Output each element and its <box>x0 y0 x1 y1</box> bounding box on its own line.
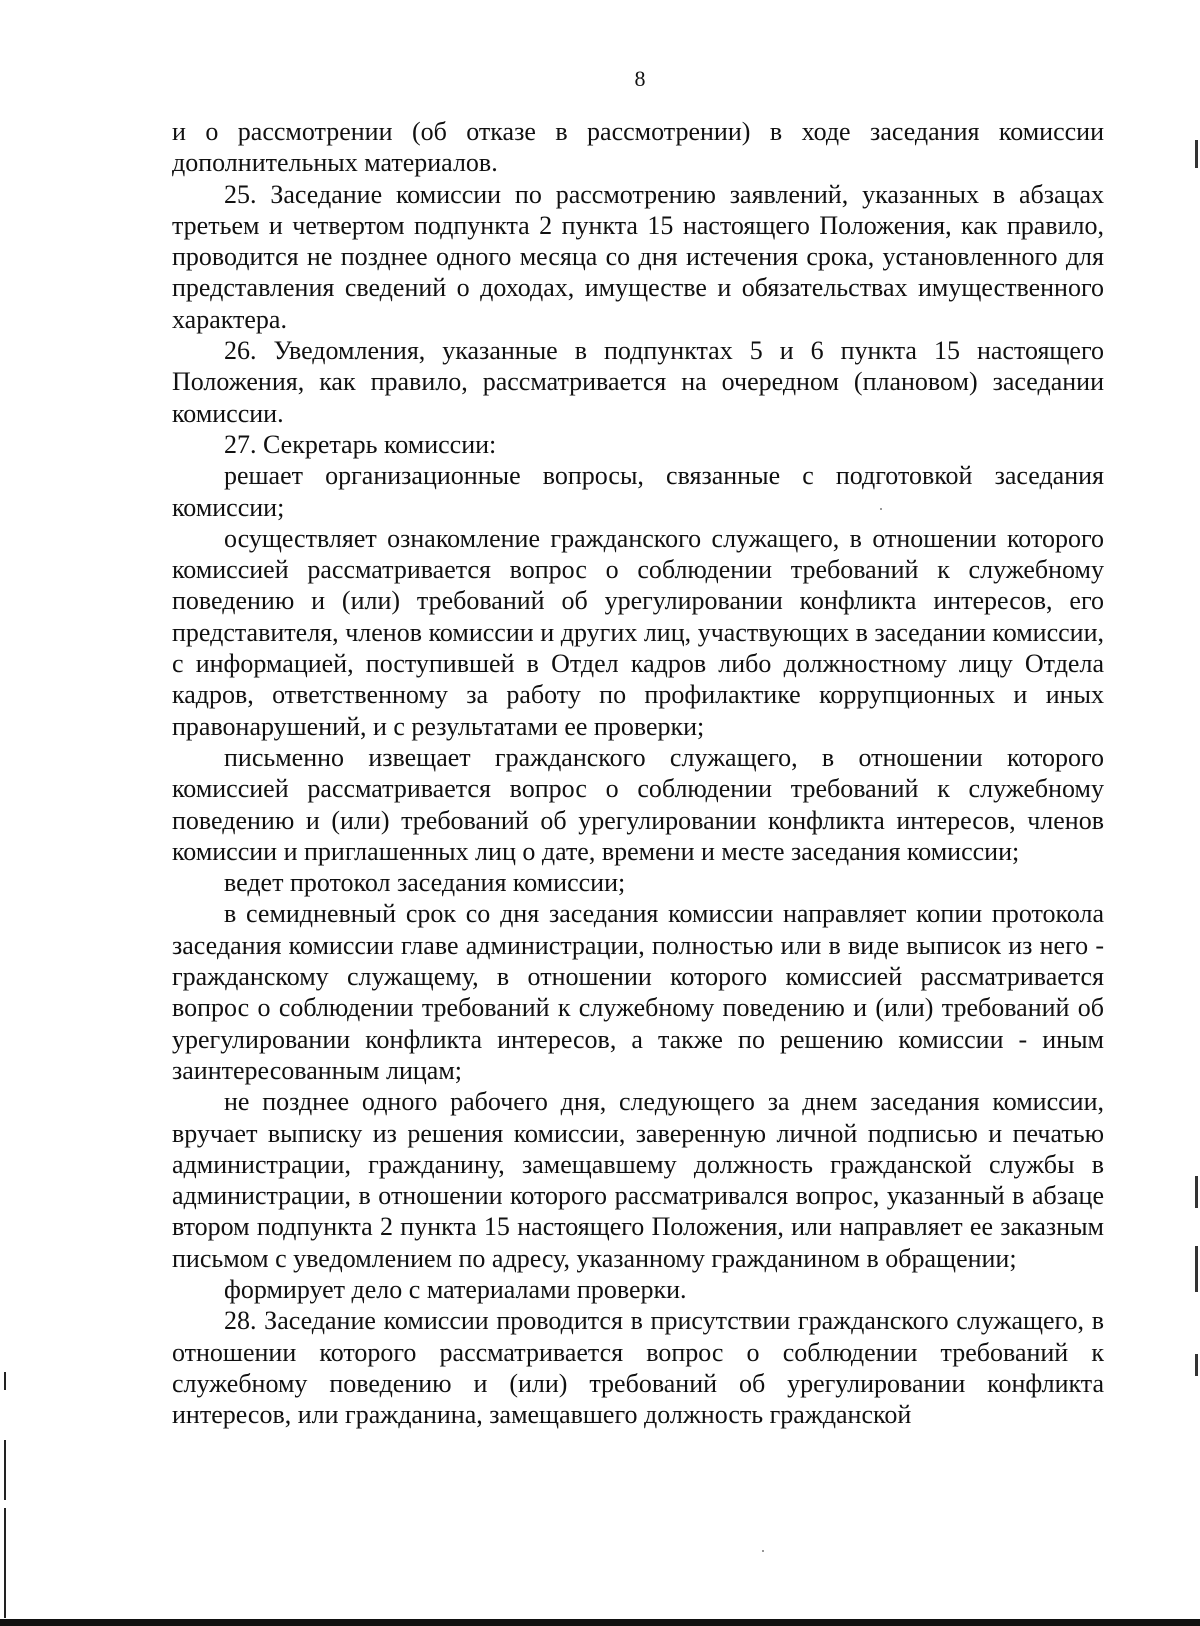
scan-edge-mark <box>4 1372 6 1390</box>
scan-edge-mark <box>4 1440 6 1500</box>
paragraph-secretary-duty-2: осуществляет ознакомление гражданского служащего, в отношении которого комиссией рассматривается вопрос о соблюдении требований к служебному поведению и (или) требований об урегулировании конфликта интересов, его представителя, членов комиссии и других лиц, участвующих в заседании комиссии, с информацией, поступившей в Отдел кадров либо должностному лицу Отдела кадров, ответственному за работу по профилактике коррупционных и иных правонарушений, и с результатами ее проверки; <box>172 523 1104 741</box>
scan-bottom-border <box>0 1619 1200 1626</box>
paragraph-secretary-duty-6: не позднее одного рабочего дня, следующего за днем заседания комиссии, вручает выписку из решения комиссии, заверенную личной подписью и печатью администрации, гражданину, замещавшему должность гражданской службы в администрации, в отношении которого рассматривался вопрос, указанный в абзаце втором подпункта 2 пункта 15 настоящего Положения, или направляет ее заказным письмом с уведомлением по адресу, указанному гражданином в обращении; <box>172 1087 1104 1273</box>
paragraph-item-27: 27. Секретарь комиссии: <box>224 429 497 459</box>
paragraph-secretary-duty-7: формирует дело с материалами проверки. <box>224 1274 687 1304</box>
scan-edge-mark <box>1195 1176 1198 1208</box>
scan-edge-mark <box>1195 1246 1198 1292</box>
scan-speck <box>880 508 882 510</box>
scan-speck <box>762 1550 764 1552</box>
scan-edge-mark <box>1195 140 1198 168</box>
paragraph-item-26: 26. Уведомления, указанные в подпунктах 5 и 6 пункта 15 настоящего Положения, как правило, рассматривается на очередном (плановом) заседании комиссии. <box>172 336 1104 428</box>
paragraph-item-28: 28. Заседание комиссии проводится в присутствии гражданского служащего, в отношении которого рассматривается вопрос о соблюдении требований к служебному поведению и (или) требований об урегулировании конфликта интересов, или гражданина, замещавшего должность гражданской <box>172 1306 1104 1430</box>
scan-edge-mark <box>4 1508 6 1618</box>
paragraph-secretary-duty-4: ведет протокол заседания комиссии; <box>224 868 626 898</box>
paragraph-continuation: и о рассмотрении (об отказе в рассмотрении) в ходе заседания комиссии дополнительных материалов. <box>172 117 1104 178</box>
paragraph-secretary-duty-1: решает организационные вопросы, связанные с подготовкой заседания комиссии; <box>172 461 1104 522</box>
paragraph-secretary-duty-5: в семидневный срок со дня заседания комиссии направляет копии протокола заседания комиссии главе администрации, полностью или в виде выписок из него - гражданскому служащему, в отношении которого комиссией рассматривается вопрос о соблюдении требований к служебному поведению и (или) требований об урегулировании конфликта интересов, а также по решению комиссии - иным заинтересованным лицам; <box>172 899 1104 1085</box>
paragraph-secretary-duty-3: письменно извещает гражданского служащего, в отношении которого комиссией рассматривается вопрос о соблюдении требований к служебному поведению и (или) требований об урегулировании конфликта интересов, членов комиссии и приглашенных лиц о дате, времени и месте заседания комиссии; <box>172 742 1104 866</box>
paragraph-item-25: 25. Заседание комиссии по рассмотрению заявлений, указанных в абзацах третьем и четвертом подпункта 2 пункта 15 настоящего Положения, как правило, проводится не позднее одного месяца со дня истечения срока, установленного для представления сведений о доходах, имуществе и обязательствах имущественного характера. <box>172 179 1104 334</box>
document-body <box>172 116 1104 1430</box>
scan-edge-mark <box>1195 1354 1198 1376</box>
page-number: 8 <box>634 66 646 91</box>
